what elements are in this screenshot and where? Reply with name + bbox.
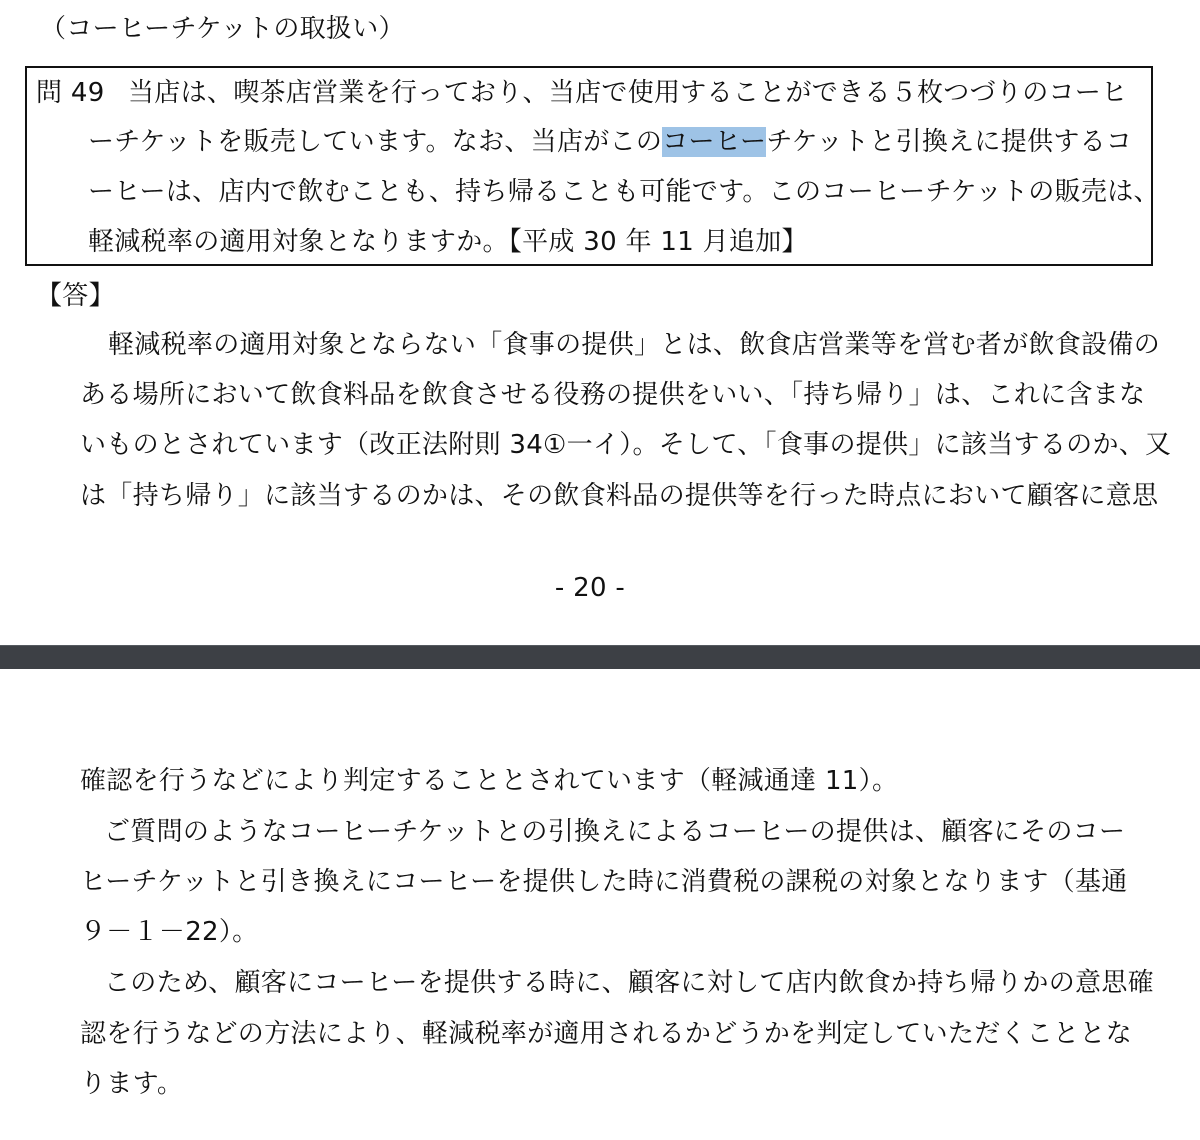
answer-heading: 【答】	[36, 281, 115, 311]
continuation-line-3: ヒーチケットと引き換えにコーヒーを提供した時に消費税の課税の対象となります（基通	[80, 867, 1128, 897]
section-heading: （コーヒーチケットの取扱い）	[40, 14, 405, 44]
selected-text-highlight[interactable]: コーヒー	[662, 127, 767, 157]
answer-line-1: 軽減税率の適用対象とならない「食事の提供」とは、飲食店営業等を営む者が飲食設備の	[108, 330, 1161, 360]
continuation-line-2: ご質問のようなコーヒーチケットとの引換えによるコーヒーの提供は、顧客にそのコー	[104, 817, 1126, 847]
continuation-line-5: このため、顧客にコーヒーを提供する時に、顧客に対して店内飲食か持ち帰りかの意思確	[104, 968, 1154, 998]
question-text-1: 当店は、喫茶店営業を行っており、当店で使用することができる５枚つづりのコーヒ	[128, 78, 1128, 108]
continuation-line-6: 認を行うなどの方法により、軽減税率が適用されるかどうかを判定していただくこととな	[80, 1019, 1133, 1049]
question-line-1	[36, 78, 1127, 108]
continuation-line-7: ります。	[80, 1069, 184, 1099]
continuation-line-4: ９－１－22）。	[80, 917, 259, 947]
question-line-2	[88, 127, 1132, 157]
question-text-2b: チケットと引換えに提供するコ	[766, 127, 1133, 157]
page-separator	[0, 645, 1200, 670]
page-number: - 20 -	[554, 573, 626, 603]
continuation-line-1: 確認を行うなどにより判定することとされています（軽減通達 11）。	[80, 766, 899, 796]
answer-line-3: いものとされています（改正法附則 34①一イ）。そして、「食事の提供」に該当するのか、又	[80, 430, 1172, 460]
answer-line-2: ある場所において飲食料品を飲食させる役務の提供をいい、「持ち帰り」は、これに含まな	[80, 380, 1146, 410]
question-line-4: 軽減税率の適用対象となりますか。【平成 30 年 11 月追加】	[88, 227, 808, 257]
question-text-2a: ーチケットを販売しています。なお、当店がこの	[88, 127, 663, 157]
question-line-3: ーヒーは、店内で飲むことも、持ち帰ることも可能です。このコーヒーチケットの販売は、	[88, 177, 1160, 207]
question-label: 問 49	[36, 78, 105, 108]
answer-line-4: は「持ち帰り」に該当するのかは、その飲食料品の提供等を行った時点において顧客に意思	[80, 481, 1159, 511]
